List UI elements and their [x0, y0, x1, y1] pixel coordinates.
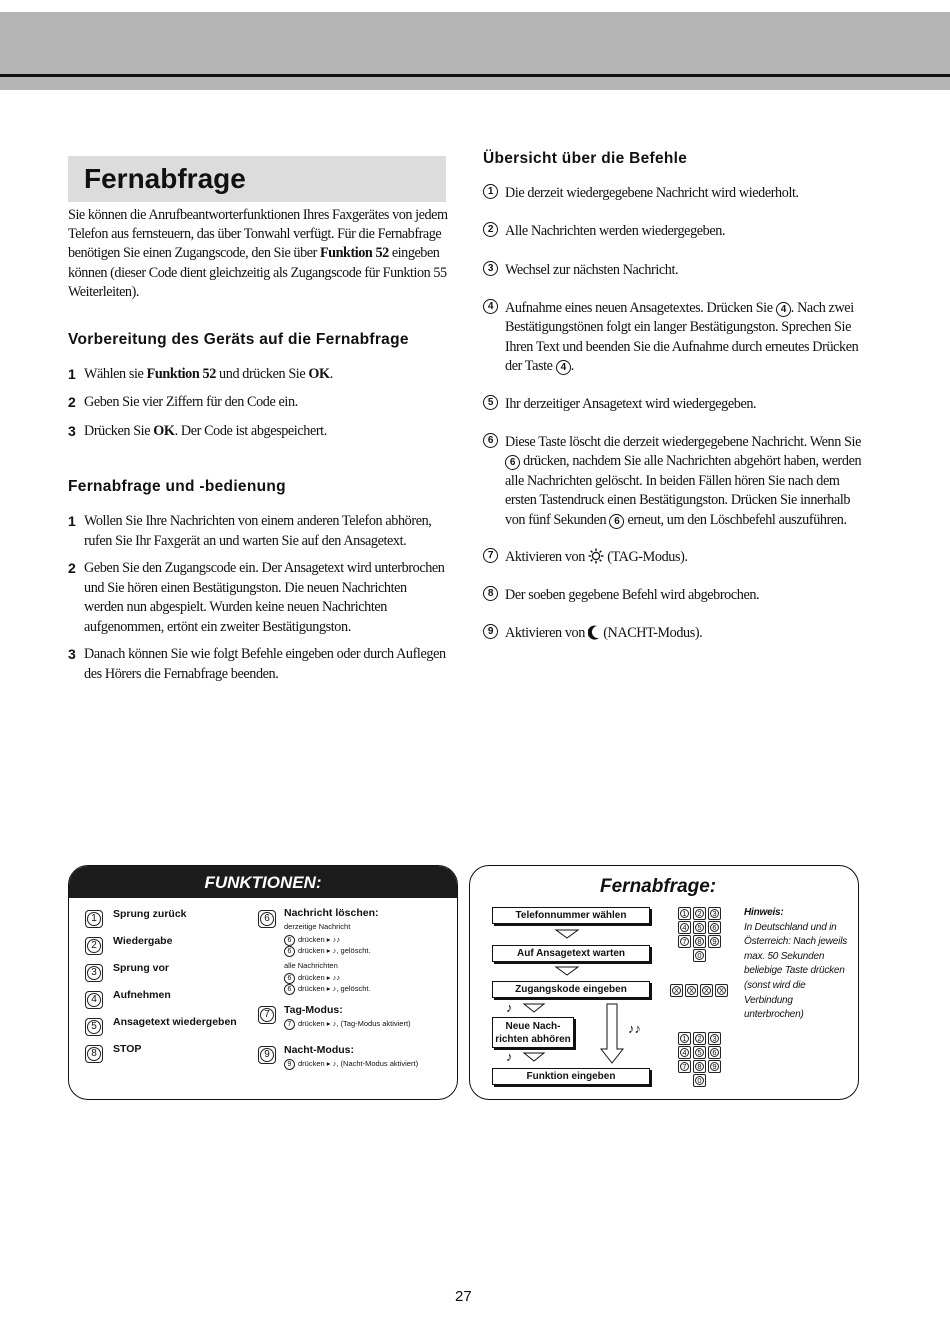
usage-step-2: 2 Geben Sie den Zugangscode ein. Der Ansagetext wird unterbrochen und Sie hören einen Bestätigungston. Die neuen Nachrichten werden nun abgespielt. Wurden keine neuen Nachrichten aufgenommen, ertönt ein zweiter Bestätigungston.: [68, 560, 445, 635]
arrow-down-icon: [554, 928, 582, 940]
key-5-icon: 5: [483, 395, 498, 410]
prep-step-2: 2 Geben Sie vier Ziffern für den Code ein.: [68, 394, 298, 410]
command-1: 1 Die derzeit wiedergegebene Nachricht wird wiederholt.: [483, 184, 863, 203]
funktion-label: Ansagetext wiedergeben: [113, 1016, 237, 1028]
loeschen-row: 6 drücken ▸ ♪, gelöscht.: [284, 946, 371, 957]
loeschen-sub1: derzeitige Nachricht: [284, 922, 351, 931]
key-6-icon: 6: [284, 935, 295, 946]
key-6-icon: 6: [505, 455, 520, 470]
fernabfrage-panel: Fernabfrage: Telefonnummer wählen Auf Ansagetext warten Zugangskode eingeben ♪ Neue Nach- richten abhören ♪♪ ♪ Funktion eingeben 1 2 3 4 5 6 7 8 9 0 X X X X 1 2 3 4 5 6 7 8 9 0 Hinweis: In Deutschland und in Österreich: Nach jeweils max. 50 Sekunden beliebige Taste drücken (sonst wird die Verbindung unterbrochen): [469, 865, 859, 1100]
key-4-icon: 4: [776, 302, 791, 317]
key-6-icon: 6: [284, 973, 295, 984]
moon-icon: [588, 625, 600, 640]
funktion-label: Sprung vor: [113, 962, 170, 974]
key-6-icon: 6: [284, 984, 295, 995]
command-6: 6 Diese Taste löscht die derzeit wiedergegebene Nachricht. Wenn Sie 6 drücken, nachdem Sie alle Nachrichten abgehört haben, werden alle Nachrichten gelöscht. In beiden Fällen hören Sie nach dem ersten Tastendruck einen Bestätigungston. Drücken Sie innerhalb von fünf Sekunden 6 erneut, um den Löschbefehl auszuführen.: [483, 433, 863, 530]
arrow-down-icon: [522, 1051, 548, 1063]
key-6-icon: 6: [258, 910, 276, 928]
intro-paragraph: Sie können die Anrufbeantworterfunktionen Ihres Faxgerätes von jedem Telefon aus fernsteuern, das über Tonwahl verfügt. Für die Fernabfrage benötigen Sie einen Zugangscode, den Sie über Funktion 52 eingeben können (dieser Code dient gleichzeitig als Zugangscode für Funktion 55 Weiterleiten).: [68, 207, 448, 300]
hinweis-note: Hinweis: In Deutschland und in Österreich: Nach jeweils max. 50 Sekunden beliebige Taste drücken (sonst wird die Verbindung unterbrochen): [744, 907, 848, 1021]
funktion-label: Sprung zurück: [113, 908, 187, 920]
key-9-icon: 9: [284, 1059, 295, 1070]
command-7: 7 Aktivieren von (TAG-Modus).: [483, 548, 863, 567]
prep-step-3: 3 Drücken Sie OK. Der Code ist abgespeichert.: [68, 423, 327, 439]
header-band: [0, 12, 950, 74]
key-4-icon: 4: [556, 360, 571, 375]
prep-heading: Vorbereitung des Geräts auf die Fernabfrage: [68, 331, 409, 348]
key-1-icon: 1: [483, 184, 498, 199]
key-3-icon: 3: [483, 261, 498, 276]
header-band-lower: [0, 77, 950, 90]
key-7-icon: 7: [284, 1019, 295, 1030]
tag-label: Tag-Modus:: [284, 1004, 343, 1016]
arrow-down-icon: [522, 1002, 548, 1014]
key-1-icon: 1: [85, 910, 103, 928]
key-7-icon: 7: [483, 548, 498, 563]
loeschen-row: 6 drücken ▸ ♪♪: [284, 935, 340, 946]
key-6-icon: 6: [284, 946, 295, 957]
fernabfrage-panel-title: Fernabfrage:: [600, 876, 717, 897]
key-4-icon: 4: [483, 299, 498, 314]
page-number: 27: [455, 1288, 472, 1305]
command-3: 3 Wechsel zur nächsten Nachricht.: [483, 261, 863, 280]
flow-step-3: Zugangskode eingeben: [492, 981, 650, 998]
funktion-label: Aufnehmen: [113, 989, 171, 1001]
key-2-icon: 2: [483, 222, 498, 237]
prep-step-1: 1 Wählen sie Funktion 52 und drücken Sie OK.: [68, 366, 333, 382]
command-2: 2 Alle Nachrichten werden wiedergegeben.: [483, 222, 863, 241]
loeschen-row: 6 drücken ▸ ♪♪: [284, 973, 340, 984]
note-icon: ♪: [506, 1000, 513, 1015]
command-9: 9 Aktivieren von (NACHT-Modus).: [483, 624, 863, 643]
loeschen-label: Nachricht löschen:: [284, 907, 379, 919]
key-9-icon: 9: [483, 624, 498, 639]
flow-step-4: Neue Nach- richten abhören: [492, 1017, 574, 1048]
arrow-down-icon: [554, 965, 582, 977]
key-7-icon: 7: [258, 1006, 276, 1024]
key-6-icon: 6: [609, 514, 624, 529]
loeschen-row: 6 drücken ▸ ♪, gelöscht.: [284, 984, 371, 995]
key-6-icon: 6: [483, 433, 498, 448]
key-8-icon: 8: [85, 1045, 103, 1063]
key-2-icon: 2: [85, 937, 103, 955]
flow-step-5: Funktion eingeben: [492, 1068, 650, 1085]
command-5: 5 Ihr derzeitiger Ansagetext wird wiedergegeben.: [483, 395, 863, 414]
usage-heading: Fernabfrage und -bedienung: [68, 478, 286, 495]
funktion-label: STOP: [113, 1043, 142, 1055]
command-8: 8 Der soeben gegebene Befehl wird abgebrochen.: [483, 586, 863, 605]
long-arrow-down-icon: [600, 1003, 626, 1065]
usage-step-3: 3 Danach können Sie wie folgt Befehle eingeben oder durch Auflegen des Hörers die Fernabfrage beenden.: [68, 646, 446, 682]
key-5-icon: 5: [85, 1018, 103, 1036]
funktion-label: Wiedergabe: [113, 935, 173, 947]
key-3-icon: 3: [85, 964, 103, 982]
tag-row: 7 drücken ▸ ♪, (Tag-Modus aktiviert): [284, 1019, 411, 1030]
nacht-row: 9 drücken ▸ ♪, (Nacht-Modus aktiviert): [284, 1059, 418, 1070]
key-8-icon: 8: [483, 586, 498, 601]
nacht-label: Nacht-Modus:: [284, 1044, 354, 1056]
overview-heading: Übersicht über die Befehle: [483, 150, 688, 167]
loeschen-sub2: alle Nachrichten: [284, 961, 338, 970]
flow-step-1: Telefonnummer wählen: [492, 907, 650, 924]
note-icon: ♪: [506, 1049, 513, 1064]
funktionen-panel: [68, 865, 458, 1100]
note-icon: ♪♪: [628, 1021, 641, 1036]
sun-icon: [588, 548, 604, 564]
usage-step-1: 1 Wollen Sie Ihre Nachrichten von einem anderen Telefon abhören, rufen Sie Ihr Faxgerät an und warten Sie auf den Ansagetext.: [68, 513, 432, 549]
key-9-icon: 9: [258, 1046, 276, 1064]
key-4-icon: 4: [85, 991, 103, 1009]
flow-step-2: Auf Ansagetext warten: [492, 945, 650, 962]
section-title: Fernabfrage: [68, 156, 446, 202]
funktionen-title: FUNKTIONEN:: [69, 866, 457, 898]
command-4: 4 Aufnahme eines neuen Ansagetextes. Drücken Sie 4 . Nach zwei Bestätigungstönen folgt ein langer Bestätigungston. Sprechen Sie Ihren Text und beenden Sie die Aufnahme durch erneutes Drücken der Taste 4 .: [483, 299, 863, 377]
